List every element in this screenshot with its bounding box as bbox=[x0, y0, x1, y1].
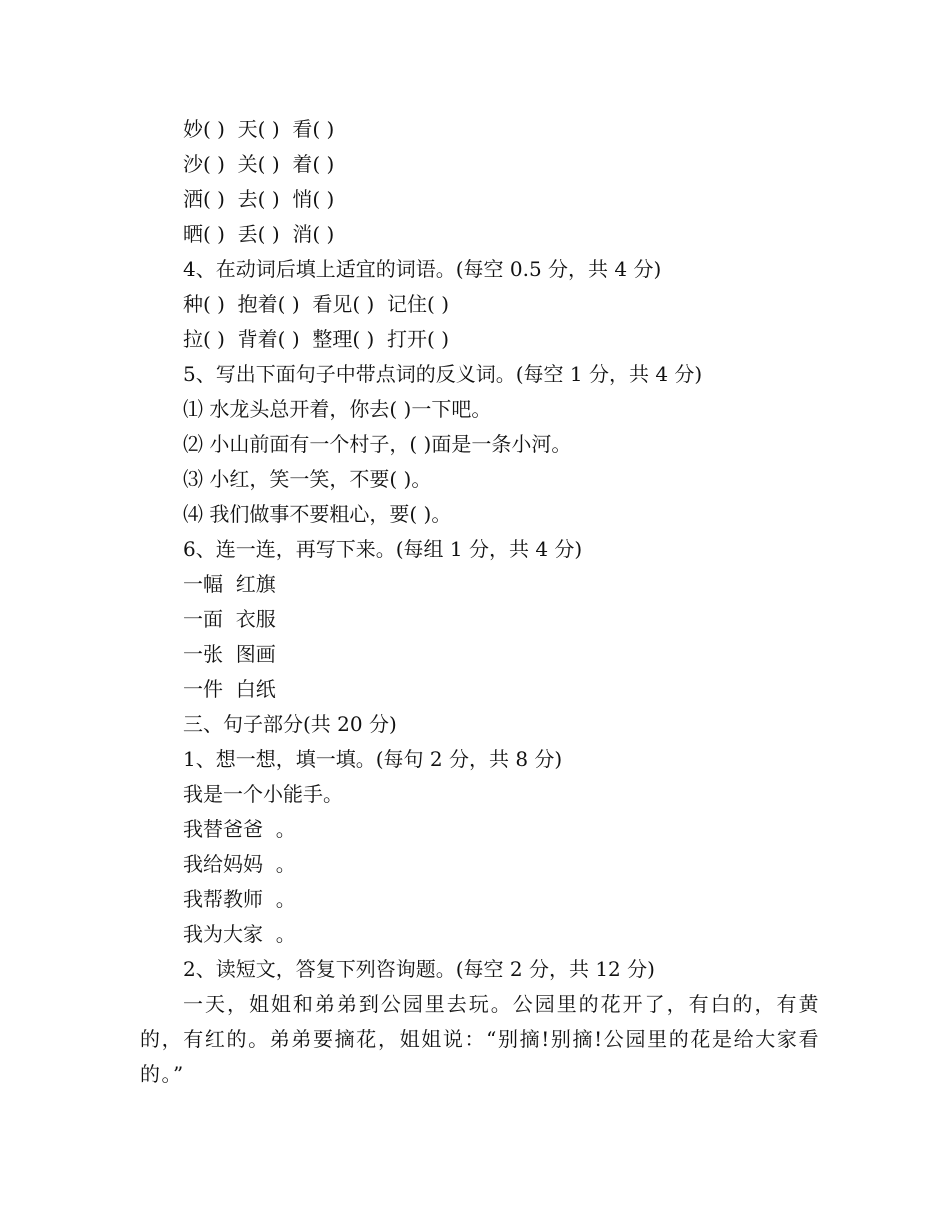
text-line: ⑴ 水龙头总开着，你去( )一下吧。 bbox=[183, 397, 492, 421]
text-line: ⑵ 小山前面有一个村子，( )面是一条小河。 bbox=[183, 432, 572, 456]
question-heading: 2、读短文，答复下列咨询题。(每空 2 分，共 12 分) bbox=[183, 957, 655, 981]
text-line: 我给妈妈 。 bbox=[183, 852, 296, 876]
text-line: 种( ) 抱着( ) 看见( ) 记住( ) bbox=[183, 292, 449, 316]
text-line: ⑶ 小红，笑一笑，不要( )。 bbox=[183, 467, 432, 491]
text-line: ⑷ 我们做事不要粗心，要( )。 bbox=[183, 502, 452, 526]
text-line: 晒( ) 丢( ) 消( ) bbox=[183, 222, 335, 246]
text-line: 一张 图画 bbox=[183, 642, 276, 666]
question-heading: 4、在动词后填上适宜的词语。(每空 0.5 分，共 4 分) bbox=[183, 257, 662, 281]
reading-passage: 一天，姐姐和弟弟到公园里去玩。公园里的花开了，有白的，有黄的，有红的。弟弟要摘花，姐姐说：“别摘!别摘!公园里的花是给大家看的。” bbox=[140, 992, 820, 1086]
text-line: 我是一个小能手。 bbox=[183, 782, 343, 806]
text-line: 拉( ) 背着( ) 整理( ) 打开( ) bbox=[183, 327, 449, 351]
text-line: 一幅 红旗 bbox=[183, 572, 276, 596]
text-line: 一面 衣服 bbox=[183, 607, 276, 631]
text-line: 洒( ) 去( ) 悄( ) bbox=[183, 187, 335, 211]
text-line: 妙( ) 天( ) 看( ) bbox=[183, 117, 335, 141]
question-heading: 5、写出下面句子中带点词的反义词。(每空 1 分，共 4 分) bbox=[183, 362, 703, 386]
question-heading: 1、想一想，填一填。(每句 2 分，共 8 分) bbox=[183, 747, 563, 771]
text-line: 我替爸爸 。 bbox=[183, 817, 296, 841]
text-line: 沙( ) 关( ) 着( ) bbox=[183, 152, 335, 176]
question-heading: 6、连一连，再写下来。(每组 1 分，共 4 分) bbox=[183, 537, 583, 561]
text-line: 我帮教师 。 bbox=[183, 887, 296, 911]
section-heading: 三、句子部分(共 20 分) bbox=[183, 712, 397, 736]
text-line: 我为大家 。 bbox=[183, 922, 296, 946]
text-line: 一件 白纸 bbox=[183, 677, 276, 701]
page-content bbox=[0, 112, 950, 1092]
